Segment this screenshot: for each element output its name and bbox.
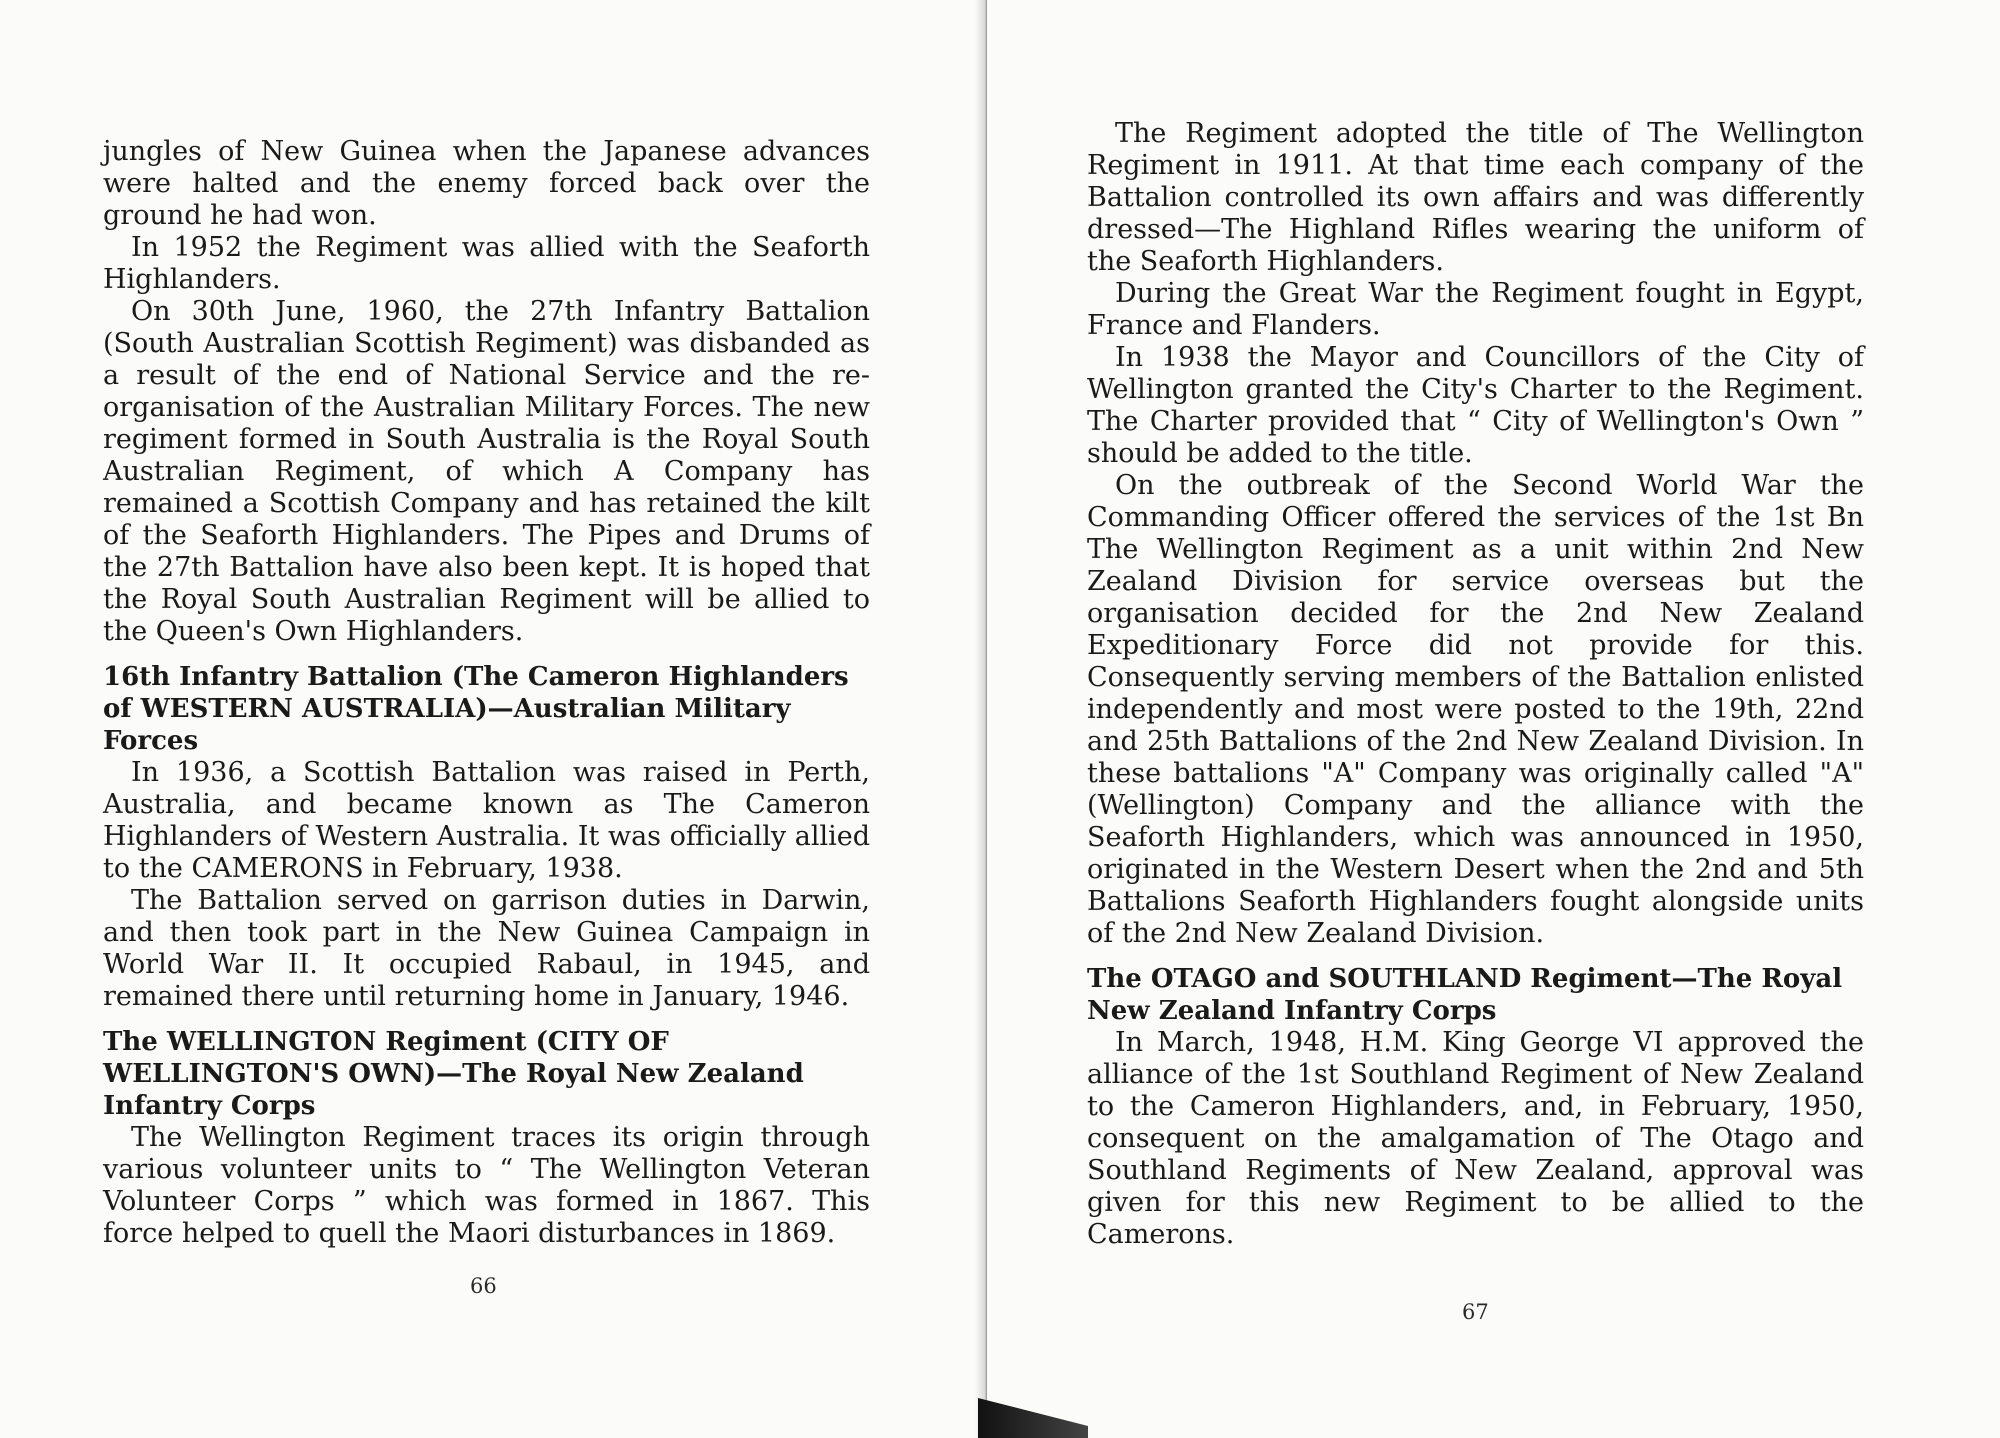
paragraph: In 1938 the Mayor and Councillors of the City of Wellington granted the City's Charter to the Regiment. The Charter provided that “ City of Wellington's Own ” should be added to the title. <box>1087 342 1864 469</box>
paragraph: The Wellington Regiment traces its origin through various volunteer units to “ The Wellington Veteran Volunteer Corps ” which was formed in 1867. This force helped to quell the Maori disturbances in 1869. <box>103 1122 870 1249</box>
paragraph: In 1952 the Regiment was allied with the Seaforth Highlanders. <box>103 232 870 295</box>
section-heading: The WELLINGTON Regiment (CITY OF WELLINGTON'S OWN)—The Royal New Zealand Infantry Corps <box>103 1027 804 1121</box>
paragraph: On the outbreak of the Second World War the Commanding Officer offered the services of the 1st Bn The Wellington Regiment as a unit within 2nd New Zealand Division for service overseas but the organisation decided for the 2nd New Zealand Expeditionary Force did not provide for this. Consequently serving members of the Battalion enlisted independently and most were posted to the 19th, 22nd and 25th Battalions of the 2nd New Zealand Division. In these battalions "A" Company was originally called "A" (Wellington) Company and the alliance with the Seaforth Highlanders, which was announced in 1950, originated in the Western Desert when the 2nd and 5th Battalions Seaforth Highlanders fought alongside units of the 2nd New Zealand Division. <box>1087 470 1864 949</box>
paragraph: jungles of New Guinea when the Japanese advances were halted and the enemy forced back over the ground he had won. <box>103 136 870 231</box>
right-page-text <box>1087 118 1864 1251</box>
paragraph: The Battalion served on garrison duties in Darwin, and then took part in the New Guinea Campaign in World War II. It occupied Rabaul, in 1945, and remained there until returning home in January, 1946. <box>103 885 870 1012</box>
paragraph: In March, 1948, H.M. King George VI approved the alliance of the 1st Southland Regiment of New Zealand to the Cameron Highlanders, and, in February, 1950, consequent on the amalgamation of The Otago and Southland Regiments of New Zealand, approval was given for this new Regiment to be allied to the Camerons. <box>1087 1027 1864 1250</box>
paragraph: During the Great War the Regiment fought in Egypt, France and Flanders. <box>1087 278 1864 341</box>
right-page <box>987 0 2000 1438</box>
section-heading: 16th Infantry Battalion (The Cameron Highlanders of WESTERN AUSTRALIA)—Australian Military Forces <box>103 662 849 756</box>
left-page <box>0 0 983 1438</box>
page-number: 67 <box>1462 1300 1489 1324</box>
paragraph: The Regiment adopted the title of The Wellington Regiment in 1911. At that time each company of the Battalion controlled its own affairs and was differently dressed—The Highland Rifles wearing the uniform of the Seaforth Highlanders. <box>1087 118 1864 277</box>
section-heading: The OTAGO and SOUTHLAND Regiment—The Royal New Zealand Infantry Corps <box>1087 964 1843 1026</box>
left-page-text <box>103 136 870 1250</box>
paragraph: In 1936, a Scottish Battalion was raised in Perth, Australia, and became known as The Cameron Highlanders of Western Australia. It was officially allied to the CAMERONS in February, 1938. <box>103 757 870 884</box>
page-number: 66 <box>470 1274 497 1298</box>
paragraph: On 30th June, 1960, the 27th Infantry Battalion (South Australian Scottish Regiment) was disbanded as a result of the end of National Service and the re-organisation of the Australian Military Forces. The new regiment formed in South Australia is the Royal South Australian Regiment, of which A Company has remained a Scottish Company and has retained the kilt of the Seaforth Highlanders. The Pipes and Drums of the 27th Battalion have also been kept. It is hoped that the Royal South Australian Regiment will be allied to the Queen's Own Highlanders. <box>103 296 870 647</box>
